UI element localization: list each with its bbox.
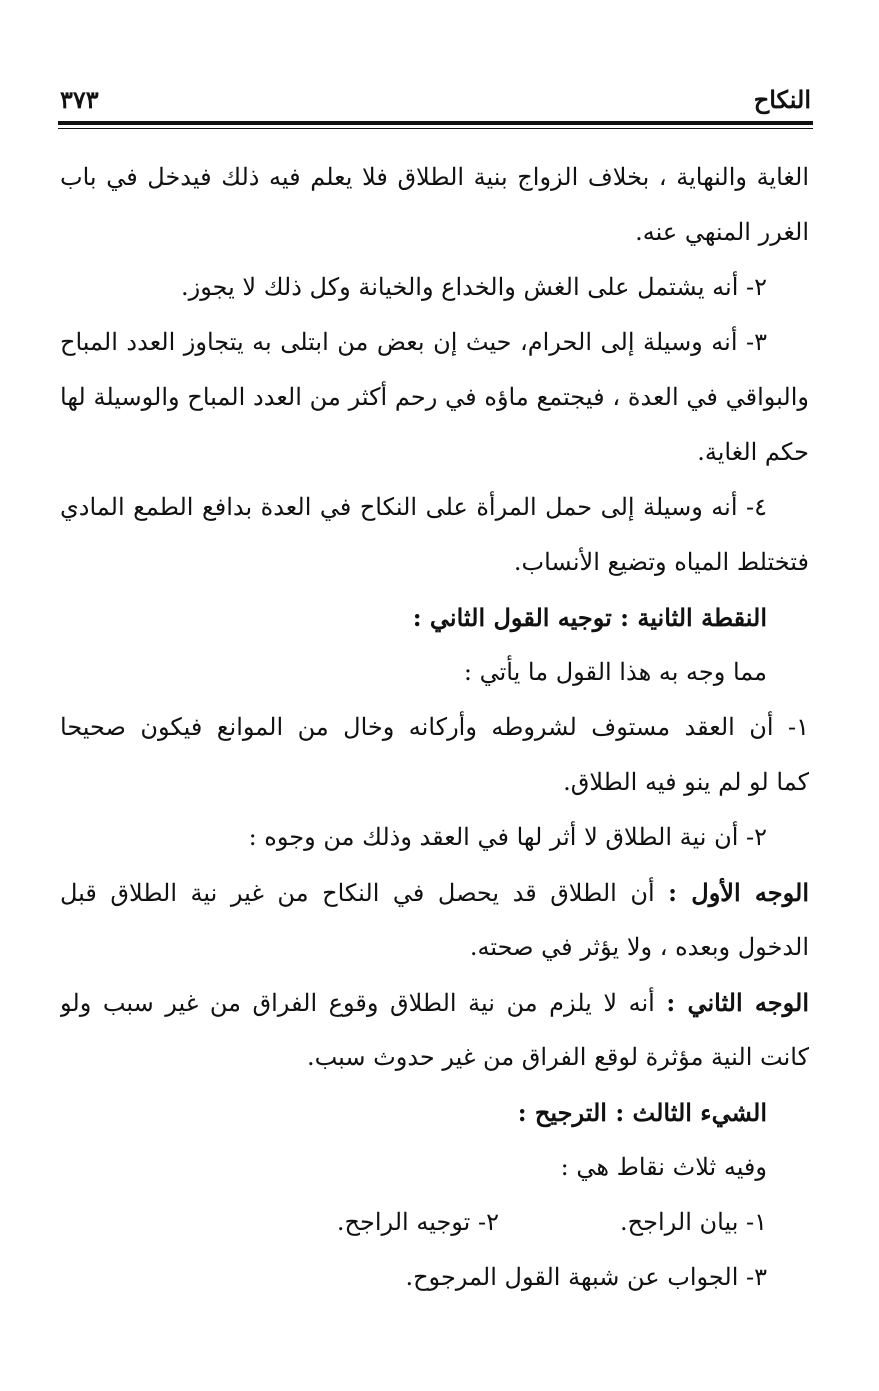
- header-rule-thin: [58, 128, 813, 129]
- text-line: الدخول وبعده ، ولا يؤثر في صحته.: [469, 933, 809, 961]
- header-rule-thick: [58, 121, 813, 125]
- running-title: النكاح: [753, 85, 811, 114]
- list-item: ١- أن العقد مستوف لشروطه وأركانه وخال من الموانع فيكون صحيحا: [60, 713, 809, 741]
- aspect-text: أن الطلاق قد يحصل في النكاح من غير نية الطلاق قبل: [60, 879, 669, 907]
- text-line: وفيه ثلاث نقاط هي :: [560, 1153, 767, 1181]
- section-heading: النقطة الثانية : توجيه القول الثاني :: [412, 603, 767, 632]
- body-text: [60, 150, 809, 1305]
- text-line: [60, 865, 809, 920]
- list-item: ٤- أنه وسيلة إلى حمل المرأة على النكاح في العدة بدافع الطمع المادي: [60, 493, 767, 521]
- text-line: [60, 975, 809, 1030]
- list-item: ٢- توجيه الراجح.: [336, 1208, 499, 1236]
- text-line: والبواقي في العدة ، فيجتمع ماؤه في رحم أكثر من العدد المباح والوسيلة لها: [60, 383, 809, 411]
- aspect-label: الوجه الثاني :: [666, 988, 809, 1017]
- list-item: ٢- أن نية الطلاق لا أثر لها في العقد وذلك من وجوه :: [248, 823, 767, 851]
- list-item: ٣- أنه وسيلة إلى الحرام، حيث إن بعض من ابتلى به يتجاوز العدد المباح: [60, 328, 767, 356]
- text-line: كانت النية مؤثرة لوقع الفراق من غير حدوث سبب.: [306, 1043, 809, 1071]
- section-heading: الشيء الثالث : الترجيح :: [517, 1098, 767, 1127]
- text-line: الغرر المنهي عنه.: [635, 218, 809, 246]
- text-line: مما وجه به هذا القول ما يأتي :: [463, 658, 767, 686]
- text-line: حكم الغاية.: [697, 438, 809, 466]
- list-item: ٣- الجواب عن شبهة القول المرجوح.: [405, 1263, 767, 1291]
- text-line: كما لو لم ينو فيه الطلاق.: [563, 768, 809, 796]
- list-item: ٢- أنه يشتمل على الغش والخداع والخيانة وكل ذلك لا يجوز.: [180, 273, 767, 301]
- text-line: الغاية والنهاية ، بخلاف الزواج بنية الطلاق فلا يعلم فيه ذلك فيدخل في باب: [60, 163, 809, 191]
- aspect-label: الوجه الأول :: [668, 878, 809, 907]
- page-number: ٣٧٣: [60, 85, 99, 114]
- two-column-list: [60, 1195, 809, 1250]
- text-line: فتختلط المياه وتضيع الأنساب.: [513, 548, 809, 576]
- aspect-text: أنه لا يلزم من نية الطلاق وقوع الفراق من غير سبب ولو: [60, 989, 667, 1017]
- page-header: [60, 82, 811, 122]
- list-item: ١- بيان الراجح.: [620, 1208, 767, 1236]
